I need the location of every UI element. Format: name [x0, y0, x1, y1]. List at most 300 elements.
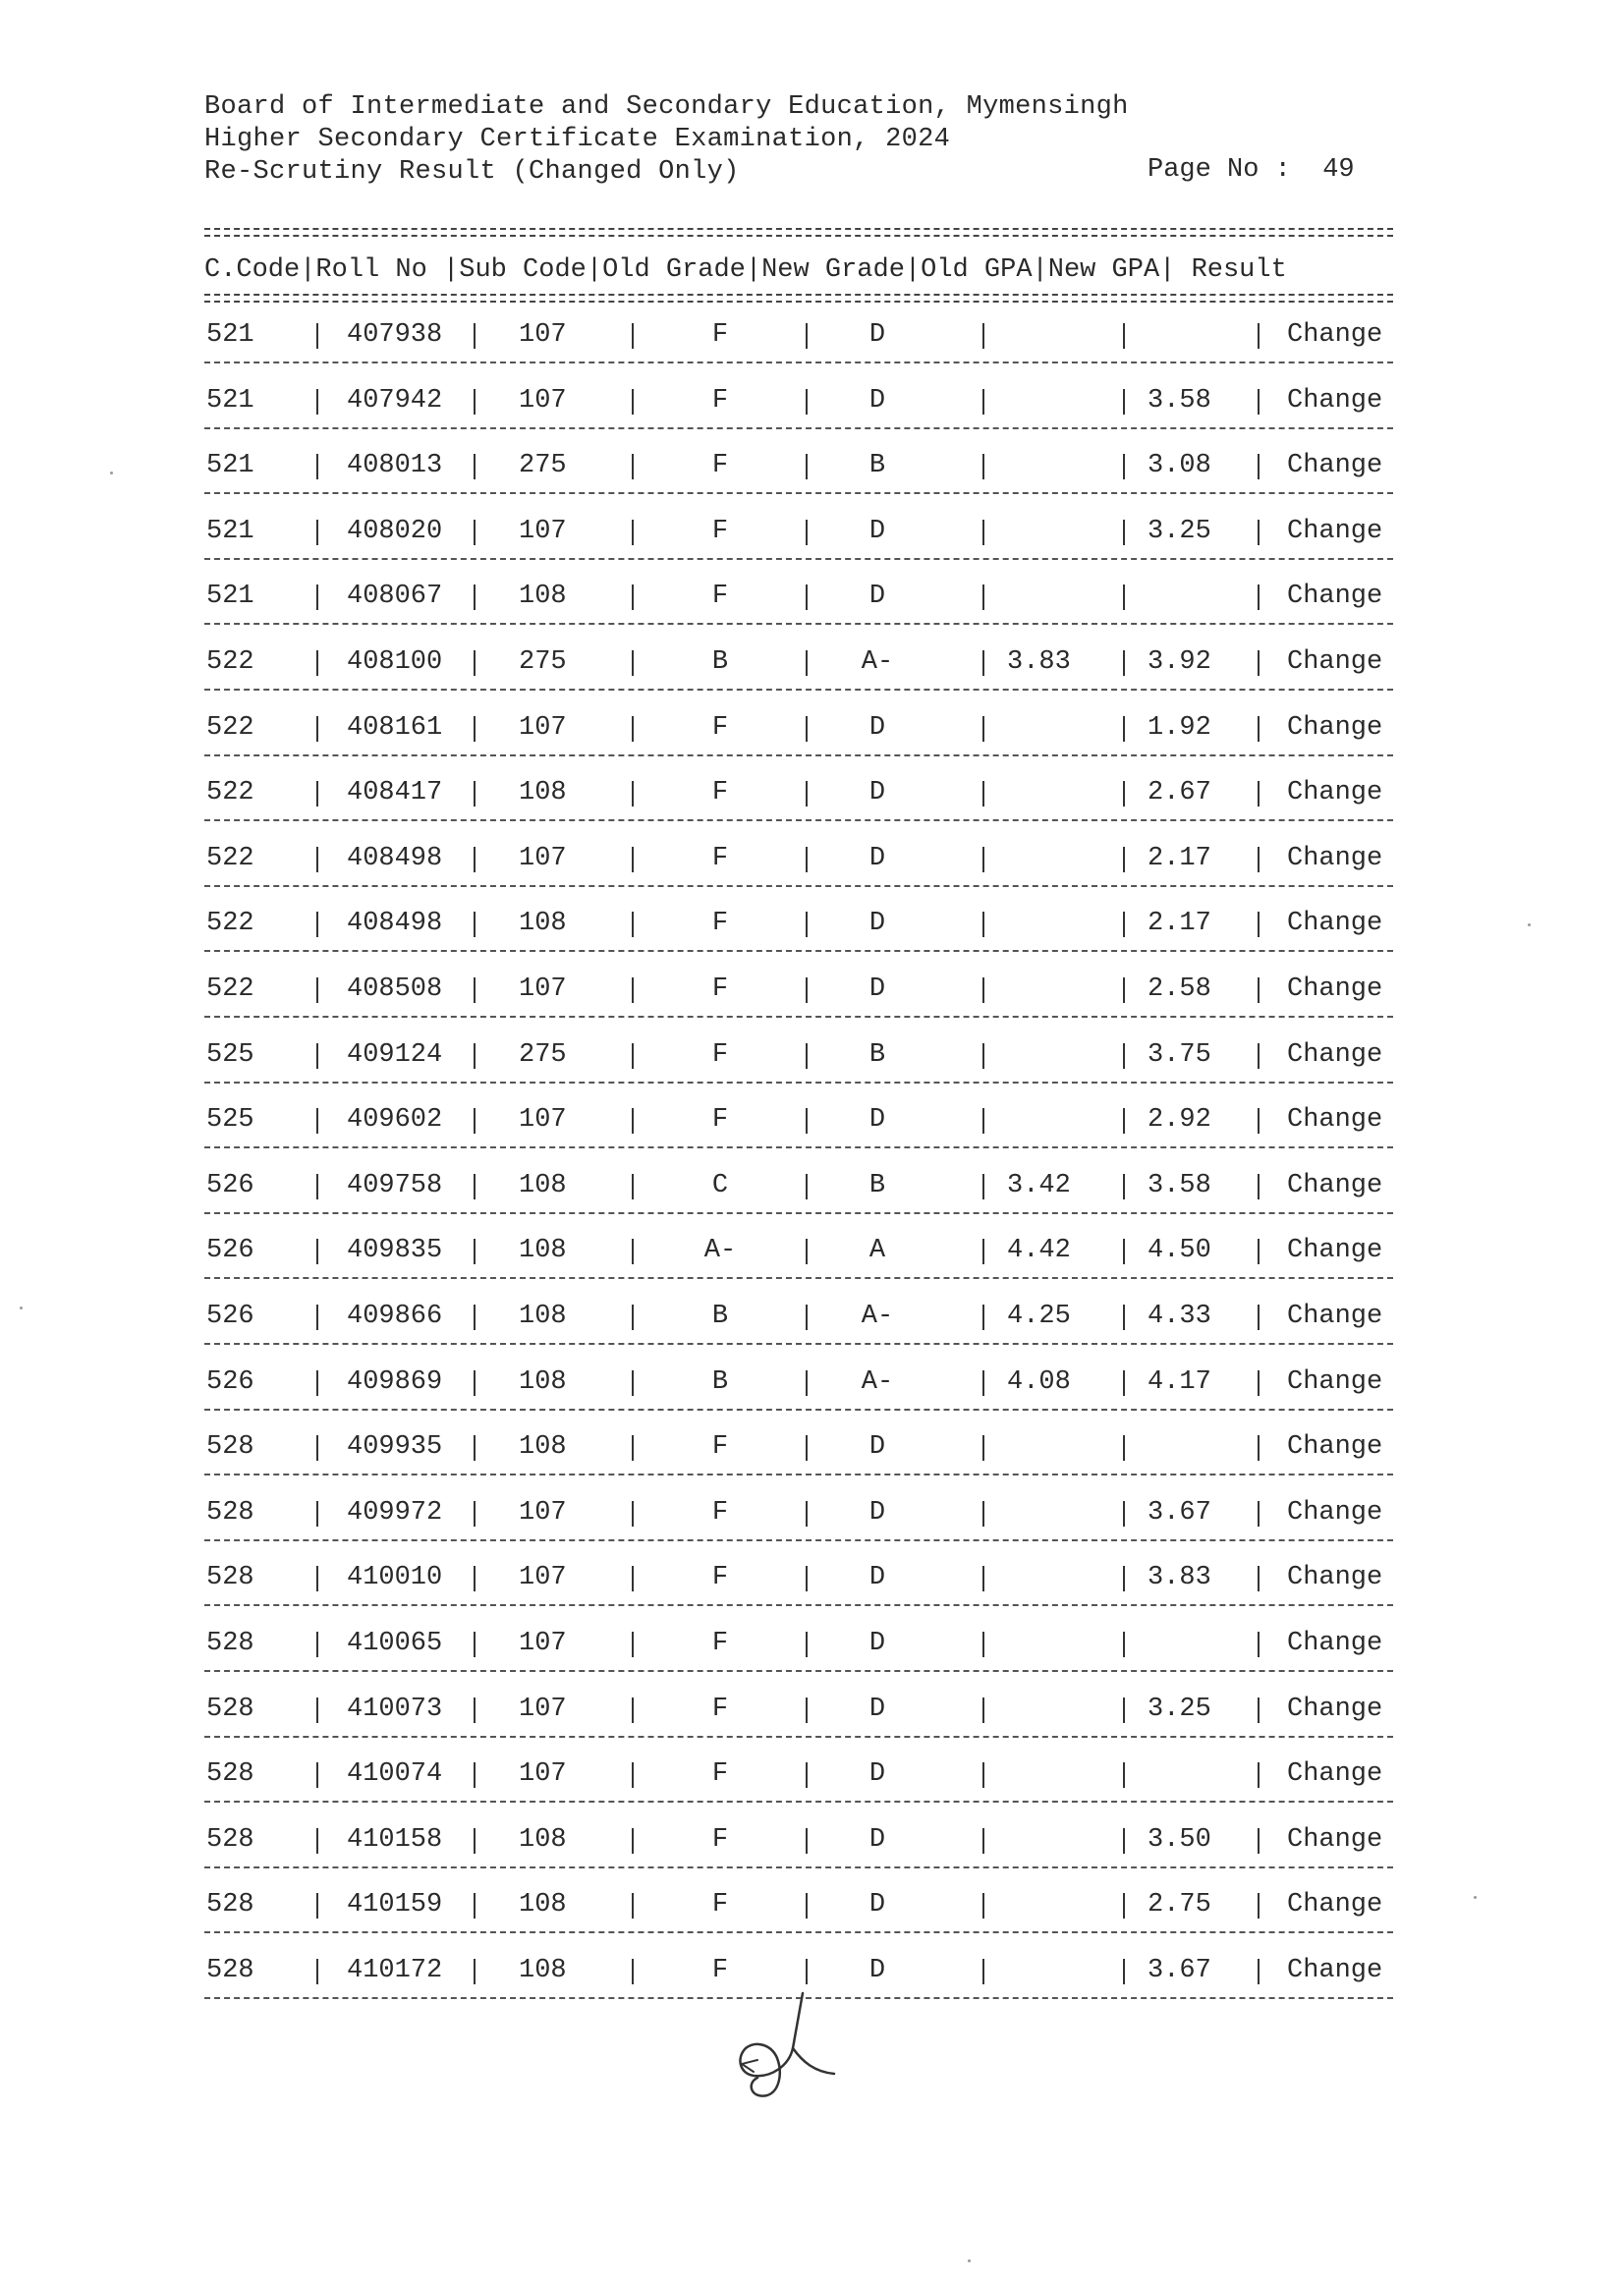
- cell-new-gpa: 3.83: [1148, 1563, 1211, 1592]
- column-separator: [316, 323, 318, 349]
- cell-new-grade: D: [868, 1695, 886, 1724]
- cell-roll: 408067: [347, 582, 443, 611]
- column-separator: [1123, 912, 1125, 937]
- cell-ccode: 522: [206, 974, 254, 1004]
- column-separator: [474, 454, 476, 479]
- cell-old-grade: F: [711, 320, 729, 350]
- cell-ccode: 526: [206, 1171, 254, 1200]
- row-separator-rule: [204, 558, 1393, 560]
- row-separator-rule: [204, 362, 1393, 363]
- cell-ccode: 528: [206, 1563, 254, 1592]
- row-separator-rule: [204, 1409, 1393, 1411]
- cell-sub: 107: [519, 1498, 567, 1528]
- column-separator: [1258, 1828, 1260, 1854]
- cell-sub: 108: [519, 909, 567, 938]
- row-separator-rule: [204, 1866, 1393, 1868]
- cell-new-grade: D: [868, 1498, 886, 1528]
- row-separator-rule: [204, 819, 1393, 821]
- column-separator: [316, 1566, 318, 1591]
- column-separator: [632, 1370, 634, 1396]
- cell-new-grade: D: [868, 1956, 886, 1985]
- cell-roll: 409869: [347, 1367, 443, 1397]
- column-separator: [1123, 1762, 1125, 1788]
- column-separator: [632, 1893, 634, 1919]
- column-separator: [982, 1108, 984, 1134]
- column-separator: [1123, 520, 1125, 545]
- column-separator: [806, 1239, 808, 1264]
- cell-result: Change: [1287, 1236, 1383, 1265]
- cell-old-grade: F: [711, 1105, 729, 1135]
- cell-old-grade: B: [711, 1302, 729, 1331]
- cell-new-gpa: 3.50: [1148, 1825, 1211, 1855]
- column-separator: [474, 977, 476, 1003]
- column-separator: [316, 912, 318, 937]
- cell-new-gpa: 3.75: [1148, 1040, 1211, 1070]
- column-separator: [316, 1893, 318, 1919]
- column-separator: [316, 1959, 318, 1984]
- column-separator: [1123, 389, 1125, 415]
- column-separator: [474, 1239, 476, 1264]
- column-separator: [632, 1632, 634, 1657]
- column-separator: [316, 1501, 318, 1527]
- cell-sub: 107: [519, 1105, 567, 1135]
- cell-ccode: 521: [206, 386, 254, 416]
- cell-roll: 407942: [347, 386, 443, 416]
- column-separator: [1258, 1501, 1260, 1527]
- column-separator: [1123, 454, 1125, 479]
- cell-ccode: 522: [206, 778, 254, 807]
- column-separator: [1123, 1043, 1125, 1069]
- column-separator: [474, 1370, 476, 1396]
- cell-old-grade: F: [711, 386, 729, 416]
- column-separator: [474, 1566, 476, 1591]
- column-separator: [982, 1893, 984, 1919]
- row-separator-rule: [204, 1604, 1393, 1606]
- cell-sub: 108: [519, 1825, 567, 1855]
- cell-new-grade: A-: [861, 1367, 894, 1397]
- cell-new-grade: D: [868, 517, 886, 546]
- column-separator: [806, 912, 808, 937]
- column-separator: [1123, 1959, 1125, 1984]
- cell-roll: 408508: [347, 974, 443, 1004]
- cell-roll: 409835: [347, 1236, 443, 1265]
- cell-result: Change: [1287, 1629, 1383, 1658]
- cell-new-grade: D: [868, 909, 886, 938]
- cell-ccode: 522: [206, 844, 254, 873]
- column-separator: [316, 454, 318, 479]
- column-separator: [982, 584, 984, 610]
- column-separator: [806, 977, 808, 1003]
- column-separator: [474, 1043, 476, 1069]
- row-separator-rule: [204, 1343, 1393, 1345]
- column-separator: [474, 520, 476, 545]
- column-separator: [1123, 1108, 1125, 1134]
- column-separator: [806, 1305, 808, 1330]
- column-separator: [1123, 1305, 1125, 1330]
- column-separator: [316, 1698, 318, 1723]
- cell-roll: 408161: [347, 713, 443, 743]
- cell-new-gpa: 3.58: [1148, 386, 1211, 416]
- cell-new-grade: D: [868, 1105, 886, 1135]
- column-separator: [806, 1501, 808, 1527]
- cell-new-gpa: 3.25: [1148, 517, 1211, 546]
- column-separator: [982, 1828, 984, 1854]
- column-separator: [316, 1239, 318, 1264]
- column-separator: [1123, 716, 1125, 742]
- row-separator-rule: [204, 1016, 1393, 1018]
- column-separator: [316, 1370, 318, 1396]
- cell-sub: 107: [519, 320, 567, 350]
- column-separator: [474, 584, 476, 610]
- column-separator: [1258, 1893, 1260, 1919]
- cell-new-gpa: 2.58: [1148, 974, 1211, 1004]
- cell-roll: 409935: [347, 1432, 443, 1462]
- scan-speck: [968, 2259, 971, 2262]
- cell-old-grade: F: [711, 713, 729, 743]
- column-separator: [632, 1174, 634, 1199]
- top-double-rule: [204, 228, 1393, 237]
- column-separator: [806, 847, 808, 872]
- cell-old-grade: F: [711, 1563, 729, 1592]
- row-separator-rule: [204, 1212, 1393, 1214]
- column-separator: [1258, 716, 1260, 742]
- column-separator: [982, 1566, 984, 1591]
- cell-new-gpa: 4.17: [1148, 1367, 1211, 1397]
- column-separator: [316, 1435, 318, 1461]
- column-separator: [1258, 1108, 1260, 1134]
- scan-speck: [20, 1307, 23, 1309]
- row-separator-rule: [204, 1082, 1393, 1084]
- column-separator: [316, 847, 318, 872]
- column-separator: [474, 1435, 476, 1461]
- cell-ccode: 521: [206, 582, 254, 611]
- cell-sub: 107: [519, 1563, 567, 1592]
- cell-sub: 107: [519, 713, 567, 743]
- cell-ccode: 528: [206, 1498, 254, 1528]
- column-separator: [1258, 1305, 1260, 1330]
- cell-ccode: 525: [206, 1040, 254, 1070]
- column-separator: [806, 454, 808, 479]
- column-separator: [1258, 520, 1260, 545]
- cell-sub: 107: [519, 517, 567, 546]
- cell-old-grade: F: [711, 517, 729, 546]
- cell-ccode: 526: [206, 1367, 254, 1397]
- column-separator: [806, 323, 808, 349]
- cell-old-grade: F: [711, 909, 729, 938]
- column-separator: [1123, 584, 1125, 610]
- cell-sub: 107: [519, 386, 567, 416]
- cell-result: Change: [1287, 778, 1383, 807]
- column-separator: [474, 389, 476, 415]
- column-separator: [474, 1501, 476, 1527]
- row-separator-rule: [204, 754, 1393, 756]
- cell-old-grade: B: [711, 1367, 729, 1397]
- column-separator: [632, 1566, 634, 1591]
- column-separator: [1258, 584, 1260, 610]
- column-separator: [632, 454, 634, 479]
- cell-result: Change: [1287, 386, 1383, 416]
- cell-ccode: 528: [206, 1759, 254, 1789]
- column-separator: [1123, 1370, 1125, 1396]
- column-separator: [474, 1174, 476, 1199]
- cell-result: Change: [1287, 844, 1383, 873]
- column-separator: [1123, 1239, 1125, 1264]
- cell-new-grade: B: [868, 1040, 886, 1070]
- column-separator: [632, 847, 634, 872]
- cell-ccode: 528: [206, 1695, 254, 1724]
- cell-old-grade: B: [711, 647, 729, 677]
- cell-roll: 409866: [347, 1302, 443, 1331]
- column-separator: [806, 1174, 808, 1199]
- cell-new-gpa: 3.08: [1148, 451, 1211, 480]
- column-separator: [474, 716, 476, 742]
- cell-new-grade: D: [868, 844, 886, 873]
- cell-old-grade: C: [711, 1171, 729, 1200]
- column-separator: [1123, 1698, 1125, 1723]
- column-separator: [316, 977, 318, 1003]
- cell-ccode: 522: [206, 647, 254, 677]
- cell-result: Change: [1287, 974, 1383, 1004]
- cell-sub: 108: [519, 778, 567, 807]
- cell-roll: 408417: [347, 778, 443, 807]
- row-separator-rule: [204, 492, 1393, 494]
- row-separator-rule: [204, 1539, 1393, 1541]
- column-separator: [632, 1698, 634, 1723]
- column-separator: [632, 1762, 634, 1788]
- column-separator: [982, 847, 984, 872]
- cell-old-grade: F: [711, 1498, 729, 1528]
- cell-ccode: 528: [206, 1629, 254, 1658]
- cell-ccode: 521: [206, 320, 254, 350]
- column-separator: [632, 520, 634, 545]
- cell-new-gpa: 3.67: [1148, 1956, 1211, 1985]
- cell-roll: 409758: [347, 1171, 443, 1200]
- cell-roll: 410074: [347, 1759, 443, 1789]
- cell-old-grade: F: [711, 1890, 729, 1920]
- column-separator: [632, 323, 634, 349]
- cell-sub: 108: [519, 1302, 567, 1331]
- column-separator: [316, 781, 318, 807]
- cell-new-grade: A-: [861, 647, 894, 677]
- cell-new-gpa: 1.92: [1148, 713, 1211, 743]
- cell-ccode: 528: [206, 1890, 254, 1920]
- column-separator: [1258, 1632, 1260, 1657]
- cell-result: Change: [1287, 1302, 1383, 1331]
- cell-sub: 275: [519, 1040, 567, 1070]
- row-separator-rule: [204, 1670, 1393, 1672]
- cell-result: Change: [1287, 1105, 1383, 1135]
- scan-speck: [110, 472, 113, 474]
- column-separator: [1258, 1959, 1260, 1984]
- row-separator-rule: [204, 885, 1393, 887]
- column-separator: [1258, 1370, 1260, 1396]
- column-separator: [982, 1435, 984, 1461]
- column-separator: [632, 1959, 634, 1984]
- row-separator-rule: [204, 950, 1393, 952]
- cell-new-grade: B: [868, 451, 886, 480]
- cell-old-gpa: 4.42: [1007, 1236, 1071, 1265]
- column-separator: [474, 912, 476, 937]
- column-separator: [982, 912, 984, 937]
- column-separator: [982, 1370, 984, 1396]
- cell-sub: 108: [519, 1890, 567, 1920]
- column-separator: [632, 1501, 634, 1527]
- column-separator: [1258, 650, 1260, 676]
- cell-result: Change: [1287, 1171, 1383, 1200]
- cell-ccode: 526: [206, 1302, 254, 1331]
- column-separator: [1258, 977, 1260, 1003]
- cell-old-grade: F: [711, 1695, 729, 1724]
- cell-new-gpa: 2.17: [1148, 844, 1211, 873]
- column-separator: [806, 1959, 808, 1984]
- column-separator: [1123, 1174, 1125, 1199]
- column-separator: [632, 1305, 634, 1330]
- cell-old-grade: F: [711, 1759, 729, 1789]
- column-separator: [316, 1828, 318, 1854]
- column-separator: [632, 912, 634, 937]
- cell-new-gpa: 2.67: [1148, 778, 1211, 807]
- column-separator: [474, 1698, 476, 1723]
- column-separator: [316, 389, 318, 415]
- column-separator: [1123, 781, 1125, 807]
- cell-new-gpa: 2.92: [1148, 1105, 1211, 1135]
- column-separator: [474, 1893, 476, 1919]
- column-separator: [316, 716, 318, 742]
- scan-speck: [1528, 923, 1531, 926]
- column-separator: [316, 650, 318, 676]
- column-separator: [982, 1698, 984, 1723]
- exam-name: Higher Secondary Certificate Examination, 2024: [204, 125, 951, 154]
- table-header: C.Code|Roll No |Sub Code|Old Grade|New Grade|Old GPA|New GPA| Result: [204, 255, 1287, 285]
- column-separator: [982, 1762, 984, 1788]
- cell-sub: 275: [519, 647, 567, 677]
- column-separator: [806, 1632, 808, 1657]
- cell-result: Change: [1287, 1759, 1383, 1789]
- row-separator-rule: [204, 1931, 1393, 1933]
- column-separator: [1258, 912, 1260, 937]
- column-separator: [316, 1174, 318, 1199]
- cell-ccode: 528: [206, 1956, 254, 1985]
- column-separator: [806, 1566, 808, 1591]
- column-separator: [1123, 1501, 1125, 1527]
- cell-roll: 407938: [347, 320, 443, 350]
- cell-new-grade: D: [868, 778, 886, 807]
- cell-result: Change: [1287, 1956, 1383, 1985]
- column-separator: [1258, 389, 1260, 415]
- column-separator: [632, 389, 634, 415]
- column-separator: [982, 1632, 984, 1657]
- cell-ccode: 522: [206, 713, 254, 743]
- cell-ccode: 525: [206, 1105, 254, 1135]
- column-separator: [982, 1043, 984, 1069]
- cell-new-grade: B: [868, 1171, 886, 1200]
- cell-new-gpa: 2.75: [1148, 1890, 1211, 1920]
- cell-new-grade: D: [868, 1563, 886, 1592]
- cell-result: Change: [1287, 582, 1383, 611]
- board-name: Board of Intermediate and Secondary Education, Mymensingh: [204, 92, 1129, 122]
- cell-sub: 108: [519, 582, 567, 611]
- cell-new-grade: D: [868, 713, 886, 743]
- column-separator: [806, 1828, 808, 1854]
- cell-roll: 408100: [347, 647, 443, 677]
- column-separator: [316, 1632, 318, 1657]
- column-separator: [1258, 1174, 1260, 1199]
- cell-roll: 410010: [347, 1563, 443, 1592]
- cell-roll: 409124: [347, 1040, 443, 1070]
- column-separator: [806, 1043, 808, 1069]
- column-separator: [316, 1108, 318, 1134]
- cell-old-grade: A-: [703, 1236, 737, 1265]
- cell-old-grade: F: [711, 1040, 729, 1070]
- cell-new-gpa: 3.67: [1148, 1498, 1211, 1528]
- column-separator: [806, 1762, 808, 1788]
- cell-result: Change: [1287, 1040, 1383, 1070]
- column-separator: [982, 323, 984, 349]
- cell-roll: 410073: [347, 1695, 443, 1724]
- column-separator: [474, 847, 476, 872]
- row-separator-rule: [204, 1736, 1393, 1738]
- column-separator: [474, 650, 476, 676]
- cell-roll: 408498: [347, 909, 443, 938]
- row-separator-rule: [204, 1277, 1393, 1279]
- page-number: Page No : 49: [1148, 155, 1355, 185]
- cell-result: Change: [1287, 1432, 1383, 1462]
- cell-old-grade: F: [711, 1629, 729, 1658]
- cell-new-gpa: 4.33: [1148, 1302, 1211, 1331]
- column-separator: [982, 454, 984, 479]
- cell-sub: 108: [519, 1236, 567, 1265]
- cell-old-grade: F: [711, 844, 729, 873]
- column-separator: [982, 716, 984, 742]
- column-separator: [1258, 781, 1260, 807]
- column-separator: [806, 1435, 808, 1461]
- handwritten-signature: [732, 1989, 850, 2122]
- row-separator-rule: [204, 623, 1393, 625]
- column-separator: [806, 389, 808, 415]
- column-separator: [316, 584, 318, 610]
- cell-result: Change: [1287, 1367, 1383, 1397]
- column-separator: [474, 1632, 476, 1657]
- column-separator: [1258, 1435, 1260, 1461]
- column-separator: [1258, 1566, 1260, 1591]
- column-separator: [632, 1828, 634, 1854]
- column-separator: [982, 520, 984, 545]
- column-separator: [316, 1305, 318, 1330]
- column-separator: [474, 1108, 476, 1134]
- column-separator: [982, 1501, 984, 1527]
- cell-old-gpa: 4.08: [1007, 1367, 1071, 1397]
- cell-new-gpa: 3.25: [1148, 1695, 1211, 1724]
- cell-result: Change: [1287, 1695, 1383, 1724]
- column-separator: [982, 1239, 984, 1264]
- cell-roll: 410172: [347, 1956, 443, 1985]
- cell-sub: 108: [519, 1956, 567, 1985]
- column-separator: [1123, 977, 1125, 1003]
- cell-result: Change: [1287, 1563, 1383, 1592]
- cell-roll: 409972: [347, 1498, 443, 1528]
- cell-old-grade: F: [711, 778, 729, 807]
- column-separator: [982, 1305, 984, 1330]
- cell-old-gpa: 3.83: [1007, 647, 1071, 677]
- row-separator-rule: [204, 1146, 1393, 1148]
- column-separator: [1123, 1566, 1125, 1591]
- cell-roll: 410158: [347, 1825, 443, 1855]
- row-separator-rule: [204, 689, 1393, 691]
- cell-result: Change: [1287, 1498, 1383, 1528]
- cell-new-gpa: 4.50: [1148, 1236, 1211, 1265]
- column-separator: [982, 650, 984, 676]
- cell-new-grade: D: [868, 582, 886, 611]
